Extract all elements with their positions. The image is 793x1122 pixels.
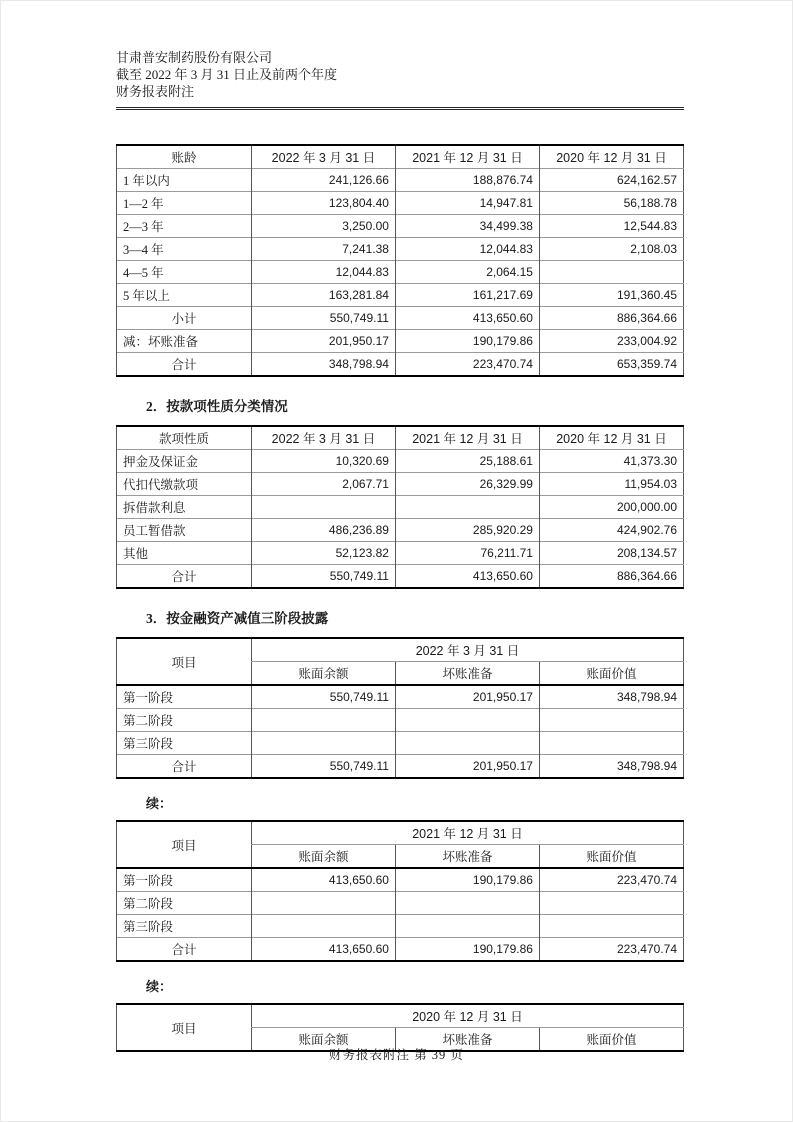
cell-value: 12,044.83 bbox=[251, 261, 395, 284]
cell-value: 76,211.71 bbox=[395, 542, 539, 565]
column-header: 2021 年 12 月 31 日 bbox=[395, 426, 539, 450]
table-header-row bbox=[117, 1004, 684, 1028]
table-row bbox=[117, 215, 684, 238]
cell-value: 223,470.74 bbox=[539, 868, 683, 892]
row-label: 3—4 年 bbox=[117, 238, 252, 261]
aging-table bbox=[116, 144, 684, 377]
cell-value: 233,004.92 bbox=[539, 330, 683, 353]
column-header: 坏账准备 bbox=[395, 662, 539, 686]
cell-value bbox=[539, 261, 683, 284]
company-name: 甘肃普安制药股份有限公司 bbox=[116, 50, 273, 65]
cell-value: 424,902.76 bbox=[539, 519, 683, 542]
row-label: 合计 bbox=[117, 755, 252, 779]
cell-value: 886,364.66 bbox=[539, 565, 683, 589]
continuation-label: 续： bbox=[146, 979, 173, 994]
table-row bbox=[117, 685, 684, 709]
nature-classification-table bbox=[116, 425, 684, 589]
cell-value bbox=[395, 732, 539, 755]
column-header: 账面价值 bbox=[539, 662, 683, 686]
cell-value bbox=[251, 709, 395, 732]
page-footer: 财务报表附注 第 39 页 bbox=[329, 1048, 464, 1062]
cell-value: 624,162.57 bbox=[539, 169, 683, 192]
cell-value: 348,798.94 bbox=[539, 685, 683, 709]
cell-value: 201,950.17 bbox=[395, 755, 539, 779]
cell-value: 26,329.99 bbox=[395, 473, 539, 496]
cell-value: 886,364.66 bbox=[539, 307, 683, 330]
cell-value: 10,320.69 bbox=[251, 450, 395, 473]
column-header: 账面价值 bbox=[539, 1028, 683, 1052]
cell-value: 413,650.60 bbox=[251, 938, 395, 962]
column-header: 账面余额 bbox=[251, 662, 395, 686]
table-row bbox=[117, 938, 684, 962]
table-row bbox=[117, 238, 684, 261]
date-header: 2020 年 12 月 31 日 bbox=[251, 1004, 683, 1028]
cell-value: 550,749.11 bbox=[251, 685, 395, 709]
cell-value: 201,950.17 bbox=[395, 685, 539, 709]
cell-value: 56,188.78 bbox=[539, 192, 683, 215]
cell-value: 285,920.29 bbox=[395, 519, 539, 542]
row-label: 合计 bbox=[117, 565, 252, 589]
table-row bbox=[117, 261, 684, 284]
cell-value: 190,179.86 bbox=[395, 330, 539, 353]
row-label: 押金及保证金 bbox=[117, 450, 252, 473]
cell-value: 653,359.74 bbox=[539, 353, 683, 377]
cell-value bbox=[395, 496, 539, 519]
cell-value: 7,241.38 bbox=[251, 238, 395, 261]
cell-value bbox=[251, 892, 395, 915]
cell-value: 188,876.74 bbox=[395, 169, 539, 192]
column-header: 项目 bbox=[117, 821, 252, 868]
continuation-label: 续： bbox=[146, 796, 173, 811]
cell-value bbox=[251, 915, 395, 938]
cell-value bbox=[539, 892, 683, 915]
stage-table-2021 bbox=[116, 820, 684, 962]
row-label: 其他 bbox=[117, 542, 252, 565]
table-row bbox=[117, 915, 684, 938]
column-header: 项目 bbox=[117, 1004, 252, 1051]
row-label: 1—2 年 bbox=[117, 192, 252, 215]
cell-value: 123,804.40 bbox=[251, 192, 395, 215]
cell-value: 3,250.00 bbox=[251, 215, 395, 238]
date-header: 2022 年 3 月 31 日 bbox=[251, 638, 683, 662]
cell-value: 550,749.11 bbox=[251, 755, 395, 779]
table-row bbox=[117, 755, 684, 779]
row-label: 拆借款利息 bbox=[117, 496, 252, 519]
table-row bbox=[117, 565, 684, 589]
column-header: 2022 年 3 月 31 日 bbox=[251, 145, 395, 169]
row-label: 员工暂借款 bbox=[117, 519, 252, 542]
table-header-row bbox=[117, 145, 684, 169]
column-header: 2021 年 12 月 31 日 bbox=[395, 145, 539, 169]
column-header: 2020 年 12 月 31 日 bbox=[539, 426, 683, 450]
row-label: 第三阶段 bbox=[117, 915, 252, 938]
cell-value: 223,470.74 bbox=[395, 353, 539, 377]
column-header: 账面余额 bbox=[251, 1028, 395, 1052]
section-title-3: 3．按金融资产减值三阶段披露 bbox=[146, 611, 329, 626]
column-header: 账面余额 bbox=[251, 845, 395, 869]
row-label: 1 年以内 bbox=[117, 169, 252, 192]
table-row bbox=[117, 473, 684, 496]
cell-value: 208,134.57 bbox=[539, 542, 683, 565]
table-row bbox=[117, 732, 684, 755]
row-label: 4—5 年 bbox=[117, 261, 252, 284]
cell-value bbox=[539, 915, 683, 938]
cell-value: 34,499.38 bbox=[395, 215, 539, 238]
row-label: 第一阶段 bbox=[117, 685, 252, 709]
cell-value: 550,749.11 bbox=[251, 307, 395, 330]
cell-value: 413,650.60 bbox=[395, 307, 539, 330]
table-header-row bbox=[117, 638, 684, 662]
row-label: 第二阶段 bbox=[117, 892, 252, 915]
row-label: 合计 bbox=[117, 353, 252, 377]
table-row bbox=[117, 709, 684, 732]
table-row bbox=[117, 192, 684, 215]
cell-value: 191,360.45 bbox=[539, 284, 683, 307]
table-row bbox=[117, 496, 684, 519]
column-header: 账龄 bbox=[117, 145, 252, 169]
cell-value: 413,650.60 bbox=[251, 868, 395, 892]
cell-value bbox=[251, 732, 395, 755]
cell-value: 200,000.00 bbox=[539, 496, 683, 519]
date-header: 2021 年 12 月 31 日 bbox=[251, 821, 683, 845]
cell-value: 25,188.61 bbox=[395, 450, 539, 473]
column-header: 款项性质 bbox=[117, 426, 252, 450]
row-label: 第三阶段 bbox=[117, 732, 252, 755]
cell-value: 348,798.94 bbox=[251, 353, 395, 377]
cell-value: 2,067.71 bbox=[251, 473, 395, 496]
column-header: 坏账准备 bbox=[395, 1028, 539, 1052]
table-row bbox=[117, 307, 684, 330]
table-row bbox=[117, 450, 684, 473]
row-label: 合计 bbox=[117, 938, 252, 962]
cell-value: 348,798.94 bbox=[539, 755, 683, 779]
row-label: 代扣代缴款项 bbox=[117, 473, 252, 496]
cell-value: 413,650.60 bbox=[395, 565, 539, 589]
cell-value: 41,373.30 bbox=[539, 450, 683, 473]
table-row bbox=[117, 892, 684, 915]
cell-value: 241,126.66 bbox=[251, 169, 395, 192]
cell-value bbox=[395, 709, 539, 732]
cell-value bbox=[539, 732, 683, 755]
cell-value bbox=[395, 915, 539, 938]
table-row bbox=[117, 519, 684, 542]
cell-value: 12,544.83 bbox=[539, 215, 683, 238]
cell-value: 163,281.84 bbox=[251, 284, 395, 307]
cell-value: 2,064.15 bbox=[395, 261, 539, 284]
row-label: 2—3 年 bbox=[117, 215, 252, 238]
cell-value: 201,950.17 bbox=[251, 330, 395, 353]
cell-value: 11,954.03 bbox=[539, 473, 683, 496]
cell-value bbox=[395, 892, 539, 915]
column-header: 账面价值 bbox=[539, 845, 683, 869]
row-label: 第一阶段 bbox=[117, 868, 252, 892]
cell-value: 12,044.83 bbox=[395, 238, 539, 261]
cell-value: 52,123.82 bbox=[251, 542, 395, 565]
column-header: 2022 年 3 月 31 日 bbox=[251, 426, 395, 450]
cell-value: 190,179.86 bbox=[395, 938, 539, 962]
row-label: 第二阶段 bbox=[117, 709, 252, 732]
document-header bbox=[116, 1, 684, 100]
column-header: 项目 bbox=[117, 638, 252, 685]
report-period: 截至 2022 年 3 月 31 日止及前两个年度 bbox=[116, 67, 338, 82]
header-divider bbox=[116, 107, 684, 110]
table-row bbox=[117, 542, 684, 565]
cell-value: 2,108.03 bbox=[539, 238, 683, 261]
row-label: 5 年以上 bbox=[117, 284, 252, 307]
table-row bbox=[117, 330, 684, 353]
table-row bbox=[117, 353, 684, 377]
cell-value: 190,179.86 bbox=[395, 868, 539, 892]
table-header-row bbox=[117, 426, 684, 450]
column-header: 2020 年 12 月 31 日 bbox=[539, 145, 683, 169]
table-row bbox=[117, 169, 684, 192]
cell-value: 486,236.89 bbox=[251, 519, 395, 542]
table-row bbox=[117, 284, 684, 307]
column-header: 坏账准备 bbox=[395, 845, 539, 869]
cell-value: 550,749.11 bbox=[251, 565, 395, 589]
table-header-row bbox=[117, 821, 684, 845]
cell-value bbox=[539, 709, 683, 732]
row-label: 小计 bbox=[117, 307, 252, 330]
stage-table-2022 bbox=[116, 637, 684, 779]
cell-value: 223,470.74 bbox=[539, 938, 683, 962]
cell-value bbox=[251, 496, 395, 519]
cell-value: 14,947.81 bbox=[395, 192, 539, 215]
table-row bbox=[117, 868, 684, 892]
cell-value: 161,217.69 bbox=[395, 284, 539, 307]
row-label: 减：坏账准备 bbox=[117, 330, 252, 353]
section-title-2: 2．按款项性质分类情况 bbox=[146, 399, 288, 414]
document-title: 财务报表附注 bbox=[116, 84, 195, 99]
